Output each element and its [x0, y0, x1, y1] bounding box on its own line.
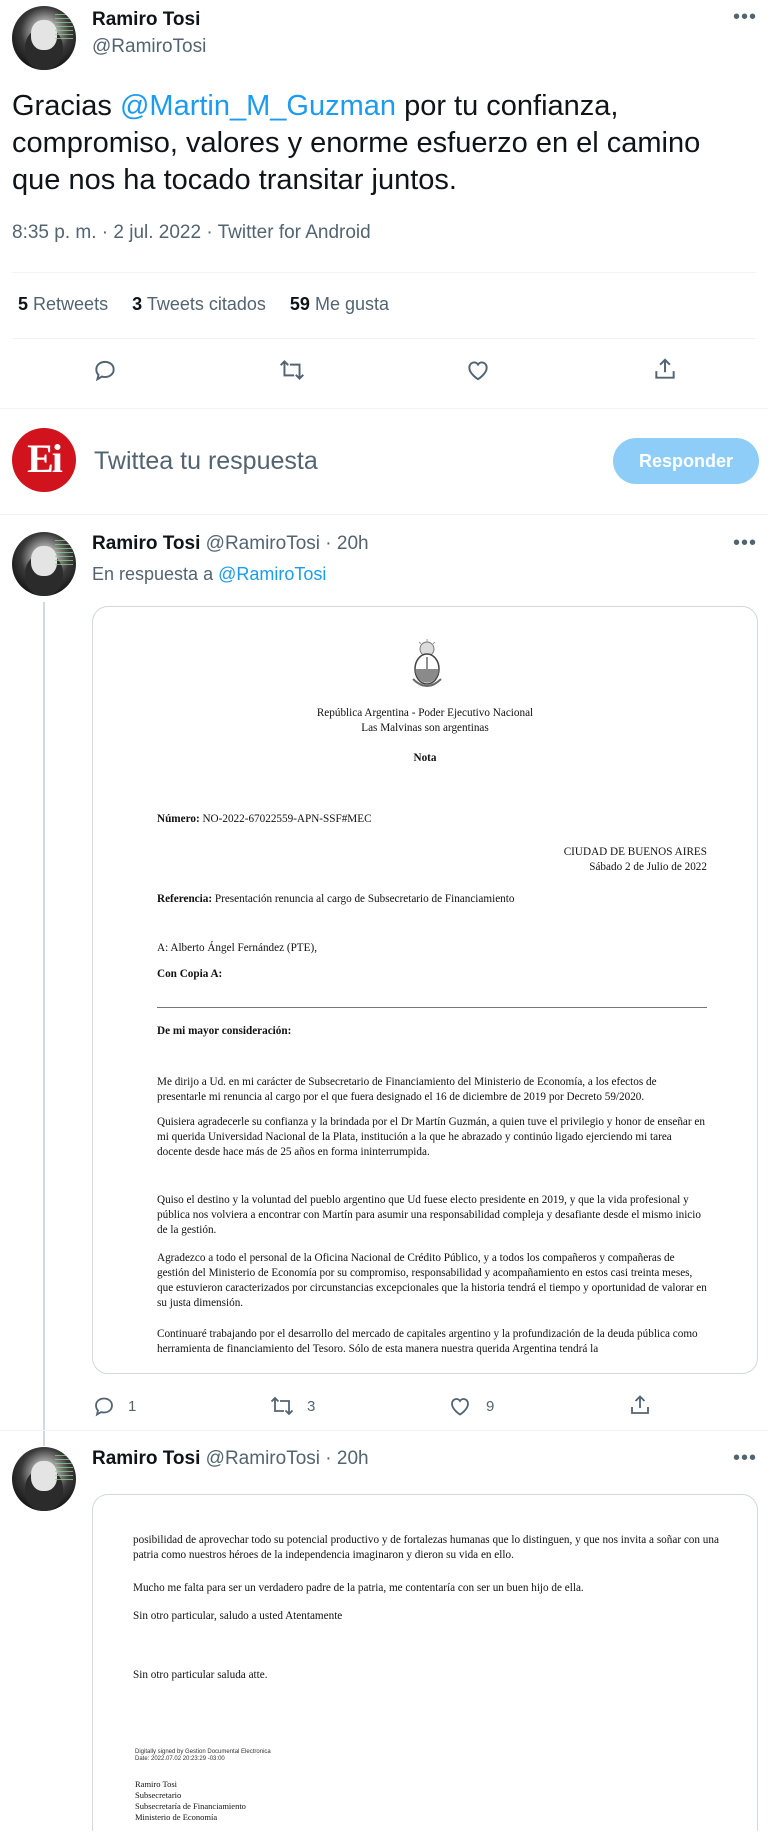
reply1-author-handle[interactable]: @RamiroTosi: [205, 533, 320, 554]
retweet-icon[interactable]: [278, 357, 306, 383]
mention-link[interactable]: @Martin_M_Guzman: [119, 90, 397, 122]
tweet-text: [12, 88, 752, 199]
reply1-separator: ·: [325, 533, 332, 554]
reply2-time[interactable]: 20h: [336, 1448, 369, 1469]
in-reply-to-handle[interactable]: @RamiroTosi: [218, 564, 327, 584]
more-options-icon[interactable]: •••: [733, 6, 758, 28]
doc2-signer-name: Ramiro Tosi: [135, 1779, 177, 1789]
reply1-retweet-count: 3: [307, 1397, 316, 1415]
reply2-more-icon[interactable]: •••: [733, 1447, 758, 1469]
reply1-share-icon[interactable]: [628, 1393, 652, 1417]
author-name[interactable]: Ramiro Tosi: [92, 9, 201, 30]
like-icon: [448, 1394, 472, 1418]
reply2-avatar[interactable]: [12, 1447, 76, 1511]
argentina-coat-of-arms-icon: [409, 639, 445, 694]
reply-icon[interactable]: [92, 357, 118, 383]
doc-paragraph-3: Quiso el destino y la voluntad del pueblo argentino que Ud fuese electo presidente en 2019, y que la vida profesional y pública nos volviera a encontrar con Martín para asumir una responsabilidad compleja y desafiante desde el mismo inicio de la gestión.: [157, 1194, 701, 1236]
tweet-text-end: por tu confianza, compromiso, valores y enorme esfuerzo en el camino que nos ha tocado transitar juntos.: [12, 90, 701, 196]
tweet-stats: [18, 294, 389, 315]
reply1-like-action[interactable]: [448, 1394, 494, 1418]
doc-rule: [157, 1007, 707, 1008]
reply1-reply-action[interactable]: [92, 1394, 136, 1418]
doc-header-1: República Argentina - Poder Ejecutivo Nacional: [316, 707, 534, 719]
reply1-header: [92, 533, 369, 555]
tweet-timestamp[interactable]: 8:35 p. m. · 2 jul. 2022 · Twitter for Android: [12, 222, 371, 243]
doc-cc: Con Copia A:: [157, 968, 223, 980]
doc2-digital-signature-1: Digitally signed by Gestion Documental Electronica: [135, 1749, 271, 1755]
reply1-document-image[interactable]: [92, 606, 758, 1374]
doc2-paragraph-2: Mucho me falta para ser un verdadero padre de la patria, me contentaría con ser un buen hijo de ella.: [133, 1582, 584, 1594]
doc2-signer-dept: Subsecretaría de Financiamiento: [135, 1801, 246, 1811]
doc2-paragraph-3: Sin otro particular, saludo a usted Atentamente: [133, 1610, 343, 1622]
doc-paragraph-1: Me dirijo a Ud. en mi carácter de Subsecretario de Financiamiento del Ministerio de Economía, a los efectos de presentarle mi renuncia al cargo por el que fuera designado el 16 de diciembre de 2019 por Decreto 59/2020.: [157, 1076, 657, 1103]
doc-paragraph-2: Quisiera agradecerle su confianza y la brindada por el Dr Martín Guzmán, a quien tuve el privilegio y honor de enseñar en mi querida Universidad Nacional de la Plata, institución a la que he abrazado y continúo ligado ejerciendo mi tarea docente desde hace más de 25 años en forma ininterrumpida.: [157, 1116, 705, 1158]
reply-avatar[interactable]: [12, 428, 76, 492]
reply2-author-handle[interactable]: @RamiroTosi: [205, 1448, 320, 1469]
doc-recipient: A: Alberto Ángel Fernández (PTE),: [157, 942, 318, 954]
doc2-signer-ministry: Ministerio de Economía: [135, 1812, 218, 1822]
doc2-digital-signature-2: Date: 2022.07.02 20:23:29 -03:00: [135, 1756, 225, 1762]
doc2-signer-title: Subsecretario: [135, 1790, 182, 1800]
retweet-icon: [269, 1394, 295, 1418]
likes-stat[interactable]: 59 Me gusta: [289, 294, 389, 314]
share-icon[interactable]: [652, 356, 678, 382]
doc-city: CIUDAD DE BUENOS AIRES: [563, 846, 707, 858]
reply-input[interactable]: Twittea tu respuesta: [94, 447, 318, 475]
doc-nota-title: Nota: [413, 752, 437, 764]
reply1-retweet-action[interactable]: [269, 1394, 315, 1418]
doc2-paragraph-4: Sin otro particular saluda atte.: [133, 1669, 268, 1681]
reply1-in-reply-to: [92, 564, 326, 585]
doc-header-2: Las Malvinas son argentinas: [361, 722, 489, 734]
author-handle[interactable]: @RamiroTosi: [92, 36, 207, 57]
reply1-avatar[interactable]: [12, 532, 76, 596]
tweet-text-start: Gracias: [12, 90, 120, 122]
reply2-author-name[interactable]: Ramiro Tosi: [92, 1448, 201, 1469]
in-reply-to-prefix: En respuesta a: [92, 564, 214, 584]
reply1-more-icon[interactable]: •••: [733, 532, 758, 554]
author-avatar[interactable]: [12, 6, 76, 70]
reply1-time[interactable]: 20h: [336, 533, 369, 554]
reply2-document-image[interactable]: [92, 1494, 758, 1831]
doc-referencia: Referencia: Presentación renuncia al cargo de Subsecretario de Financiamiento: [157, 893, 515, 905]
like-icon[interactable]: [465, 357, 491, 383]
thread-line: [43, 602, 45, 1446]
reply-avatar-logo: Ei: [27, 436, 61, 481]
doc-date: Sábado 2 de Julio de 2022: [589, 861, 707, 873]
reply-icon: [92, 1394, 116, 1418]
reply1-like-count: 9: [486, 1397, 495, 1415]
reply1-author-name[interactable]: Ramiro Tosi: [92, 533, 201, 554]
reply1-reply-count: 1: [128, 1397, 137, 1415]
doc-numero: Número: NO-2022-67022559-APN-SSF#MEC: [157, 813, 372, 825]
doc-greeting: De mi mayor consideración:: [157, 1025, 292, 1037]
reply2-separator: ·: [325, 1448, 332, 1469]
doc2-paragraph-1: posibilidad de aprovechar todo su potencial productivo y de fortalezas humanas que lo distinguen, y que nos invita a soñar con una patria como nuestros héroes de la independencia imaginaron y dieron su vida en ello.: [133, 1534, 719, 1561]
doc-paragraph-5: Continuaré trabajando por el desarrollo del mercado de capitales argentino y la profundización de la deuda pública como herramienta de financiamiento del Tesoro. Sólo de esta manera nuestra querida Argentina tendrá la: [157, 1328, 698, 1355]
reply-button[interactable]: Responder: [613, 438, 759, 484]
doc-paragraph-4: Agradezco a todo el personal de la Oficina Nacional de Crédito Público, y a todos los compañeros y compañeras de gestión del Ministerio de Economía por su compromiso, responsabilidad y acompañamiento en estos casi treinta meses, que estuvieron caracterizados por circunstancias excepcionales que la historia tendrá el tiempo y oportunidad de valorar en su justa dimensión.: [157, 1252, 707, 1309]
reply2-header: [92, 1448, 369, 1470]
quotes-stat[interactable]: 3 Tweets citados: [132, 294, 266, 314]
retweets-stat[interactable]: 5 Retweets: [18, 294, 109, 314]
